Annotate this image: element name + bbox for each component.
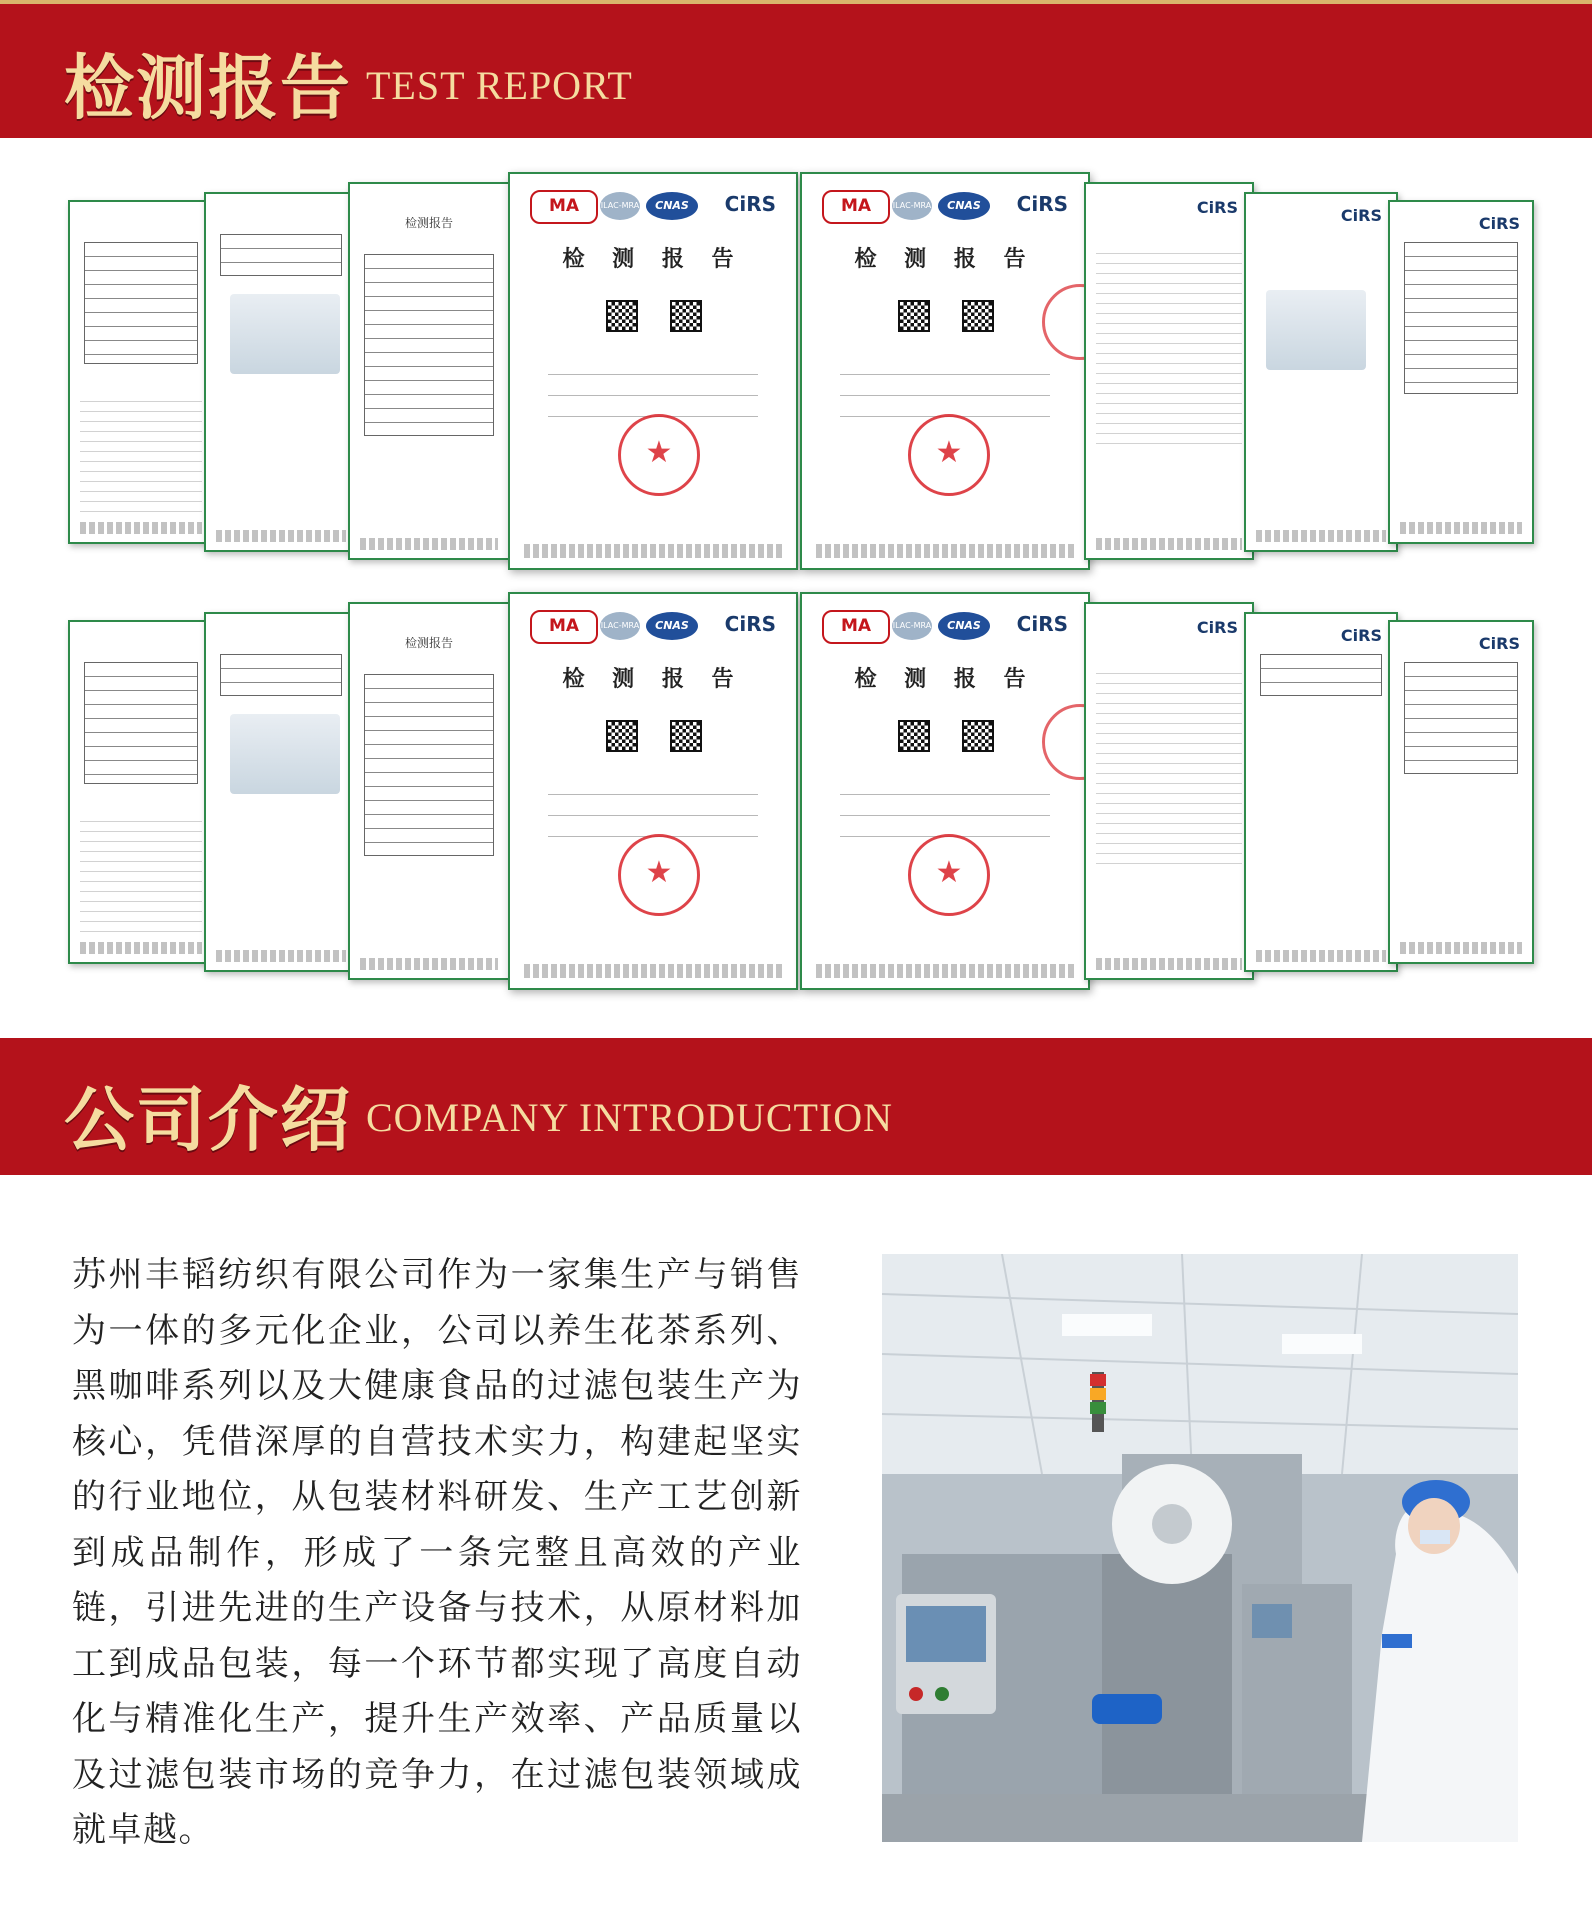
- certificate-title: 检 测 报 告: [562, 246, 744, 272]
- certificate-page: [1244, 192, 1398, 552]
- cirs-logo-icon: CiRS: [1478, 214, 1520, 233]
- qr-code-icon: [606, 720, 638, 752]
- qr-code-icon: [606, 300, 638, 332]
- certificate-page: [68, 200, 214, 544]
- certificate-page: [1388, 620, 1534, 964]
- certificate-page: 检测报告: [348, 182, 510, 560]
- company-intro-title-zh: 公司介绍: [64, 1078, 352, 1161]
- qr-code-icon: [898, 720, 930, 752]
- cnas-logo-icon: CNAS: [646, 612, 698, 640]
- certificate-title: 检 测 报 告: [854, 246, 1036, 272]
- certificate-page: [1084, 602, 1254, 980]
- red-stamp-icon: [908, 414, 990, 496]
- test-report-title-en: TEST REPORT: [366, 63, 633, 108]
- certificate-cover: [800, 172, 1090, 570]
- certificate-page: [1244, 612, 1398, 972]
- test-report-banner: [0, 0, 1592, 138]
- red-stamp-icon: [618, 834, 700, 916]
- certificate-page: [68, 620, 214, 964]
- certificate-row-1: [68, 168, 1528, 573]
- cirs-logo-icon: CiRS: [1478, 634, 1520, 653]
- company-intro-banner: [0, 1038, 1592, 1175]
- certificate-page: [1084, 182, 1254, 560]
- cirs-logo-icon: CiRS: [1340, 206, 1382, 225]
- cirs-logo-icon: CiRS: [1196, 198, 1238, 217]
- cirs-logo-icon: CiRS: [1340, 626, 1382, 645]
- certificate-title: 检 测 报 告: [562, 666, 744, 692]
- qr-code-icon: [962, 720, 994, 752]
- company-intro-title-en: COMPANY INTRODUCTION: [366, 1095, 894, 1140]
- qr-code-icon: [670, 300, 702, 332]
- certificate-row-2: [68, 588, 1528, 993]
- certificate-title: 检 测 报 告: [854, 666, 1036, 692]
- cnas-logo-icon: CNAS: [646, 192, 698, 220]
- qr-code-icon: [962, 300, 994, 332]
- certificate-page: [204, 192, 358, 552]
- ma-logo-icon: MA: [530, 610, 598, 644]
- certificate-cover: [508, 172, 798, 570]
- ilac-logo-icon: ILAC-MRA: [600, 612, 640, 640]
- cnas-logo-icon: CNAS: [938, 192, 990, 220]
- cirs-logo-icon: CiRS: [1016, 612, 1068, 636]
- red-stamp-icon: [908, 834, 990, 916]
- ma-logo-icon: MA: [530, 190, 598, 224]
- test-report-title-zh: 检测报告: [64, 46, 352, 129]
- ilac-logo-icon: ILAC-MRA: [600, 192, 640, 220]
- red-stamp-icon: [618, 414, 700, 496]
- ma-logo-icon: MA: [822, 610, 890, 644]
- certificate-cover: [508, 592, 798, 990]
- company-description: 苏州丰韬纺织有限公司作为一家集生产与销售为一体的多元化企业，公司以养生花茶系列、黑咖啡系列以及大健康食品的过滤包装生产为核心，凭借深厚的自营技术实力，构建起坚实的行业地位，从包装材料研发、生产工艺创新到成品制作，形成了一条完整且高效的产业链，引进先进的生产设备与技术，从原材料加工到成品包装，每一个环节都实现了高度自动化与精准化生产，提升生产效率、产品质量以及过滤包装市场的竞争力，在过滤包装领域成就卓越。: [72, 1255, 802, 1850]
- certificate-page: [204, 612, 358, 972]
- qr-code-icon: [898, 300, 930, 332]
- ilac-logo-icon: ILAC-MRA: [892, 192, 932, 220]
- ilac-logo-icon: ILAC-MRA: [892, 612, 932, 640]
- cirs-logo-icon: CiRS: [1016, 192, 1068, 216]
- cirs-logo-icon: CiRS: [724, 612, 776, 636]
- factory-photo: [882, 1254, 1518, 1842]
- certificate-cover: [800, 592, 1090, 990]
- cirs-logo-icon: CiRS: [724, 192, 776, 216]
- certificate-page: [1388, 200, 1534, 544]
- cirs-logo-icon: CiRS: [1196, 618, 1238, 637]
- cnas-logo-icon: CNAS: [938, 612, 990, 640]
- qr-code-icon: [670, 720, 702, 752]
- certificate-page: 检测报告: [348, 602, 510, 980]
- ma-logo-icon: MA: [822, 190, 890, 224]
